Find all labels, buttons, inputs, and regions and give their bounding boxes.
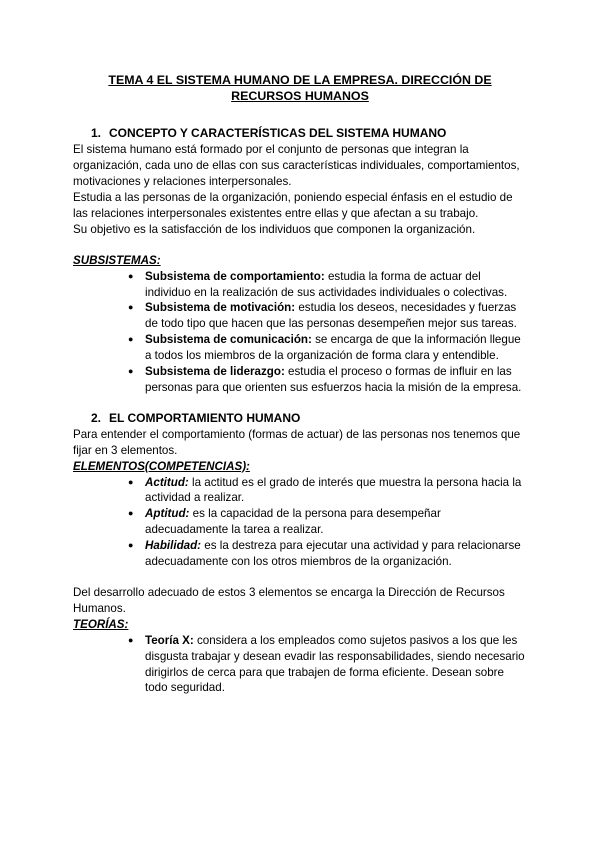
list-item xyxy=(128,506,527,538)
document-title: TEMA 4 EL SISTEMA HUMANO DE LA EMPRESA. DIRECCIÓN DE RECURSOS HUMANOS xyxy=(108,73,492,104)
list-item xyxy=(128,269,527,301)
list-item-text: la actitud es el grado de interés que muestra la persona hacia la actividad a realizar. xyxy=(145,475,522,505)
bullet-icon: ● xyxy=(128,270,134,281)
elements-heading: ELEMENTOS(COMPETENCIAS): xyxy=(73,459,250,473)
bullet-icon: ● xyxy=(128,476,134,487)
bullet-icon: ● xyxy=(128,508,134,519)
list-item-text: se encarga de que la información llegue a todos los miembros de la organización de forma clara y entendible. xyxy=(145,333,521,363)
list-item-text: estudia el proceso o formas de influir en las personas para que orienten sus esfuerzos hacia la misión de la empresa. xyxy=(145,365,522,394)
subsystems-list xyxy=(73,269,527,396)
theories-heading: TEORÍAS: xyxy=(73,617,129,631)
section-1-paragraph-1: El sistema humano está formado por el conjunto de personas que integran la organización, cada uno de ellas con sus características individuales, comportamientos, motivaciones y relaciones interpersonales. xyxy=(73,143,520,189)
bullet-icon: ● xyxy=(128,634,134,645)
section-1-heading xyxy=(73,126,527,142)
section-2-intro: Para entender el comportamiento (formas de actuar) de las personas nos tenemos que fijar en 3 elementos. xyxy=(73,427,521,457)
list-item-text: considera a los empleados como sujetos pasivos a los que les disgusta trabajar y desean evadir las responsabilidades, siendo necesario dirigirlos de cerca para que trabajen de forma eficiente. Desean sobre todo seguridad. xyxy=(145,633,525,695)
list-item xyxy=(128,538,527,570)
list-item-term: Subsistema de motivación: xyxy=(145,301,296,315)
list-item-term: Subsistema de liderazgo: xyxy=(145,365,285,379)
list-item-term: Aptitud: xyxy=(145,507,190,521)
theories-list xyxy=(73,633,527,697)
list-item-text: estudia la forma de actuar del individuo en la realización de sus actividades individuales o colectivas. xyxy=(145,269,508,299)
list-item-term: Subsistema de comportamiento: xyxy=(145,269,325,283)
section-1-paragraph-2: Estudia a las personas de la organización, poniendo especial énfasis en el estudio de las relaciones interpersonales existentes entre ellas y que afectan a su trabajo. xyxy=(73,191,513,220)
list-item-term: Habilidad: xyxy=(145,539,202,553)
document-page xyxy=(73,72,527,696)
section-2-title: EL COMPORTAMIENTO HUMANO xyxy=(109,410,301,425)
list-item-term: Subsistema de comunicación: xyxy=(145,333,312,347)
list-item xyxy=(128,475,527,507)
section-2-number: 2. xyxy=(91,410,102,425)
list-item-term: Actitud: xyxy=(145,475,189,489)
list-item-text: es la destreza para ejecutar una actividad y para relacionarse adecuadamente con los otros miembros de la organización. xyxy=(145,539,521,569)
section-1-number: 1. xyxy=(91,126,102,141)
bullet-icon: ● xyxy=(128,334,134,345)
bullet-icon: ● xyxy=(128,540,134,551)
section-1-title: CONCEPTO Y CARACTERÍSTICAS DEL SISTEMA HUMANO xyxy=(109,126,447,141)
bullet-icon: ● xyxy=(128,366,134,377)
list-item xyxy=(128,364,527,396)
list-item-term: Teoría X: xyxy=(145,633,194,647)
list-item xyxy=(128,300,527,332)
list-item xyxy=(128,633,527,697)
section-1-paragraph-3: Su objetivo es la satisfacción de los individuos que componen la organización. xyxy=(73,222,476,236)
subsystems-heading: SUBSISTEMAS: xyxy=(73,253,161,267)
list-item xyxy=(128,332,527,364)
list-item-text: es la capacidad de la persona para desempeñar adecuadamente la tarea a realizar. xyxy=(145,507,441,537)
section-2-heading xyxy=(73,411,527,427)
elements-list xyxy=(73,475,527,570)
bullet-icon: ● xyxy=(128,302,134,313)
section-2-closing: Del desarrollo adecuado de estos 3 elementos se encarga la Dirección de Recursos Humanos. xyxy=(73,585,505,615)
list-item-text: estudia los deseos, necesidades y fuerzas de todo tipo que hacen que las personas desempeñen mejor sus tareas. xyxy=(145,301,517,331)
